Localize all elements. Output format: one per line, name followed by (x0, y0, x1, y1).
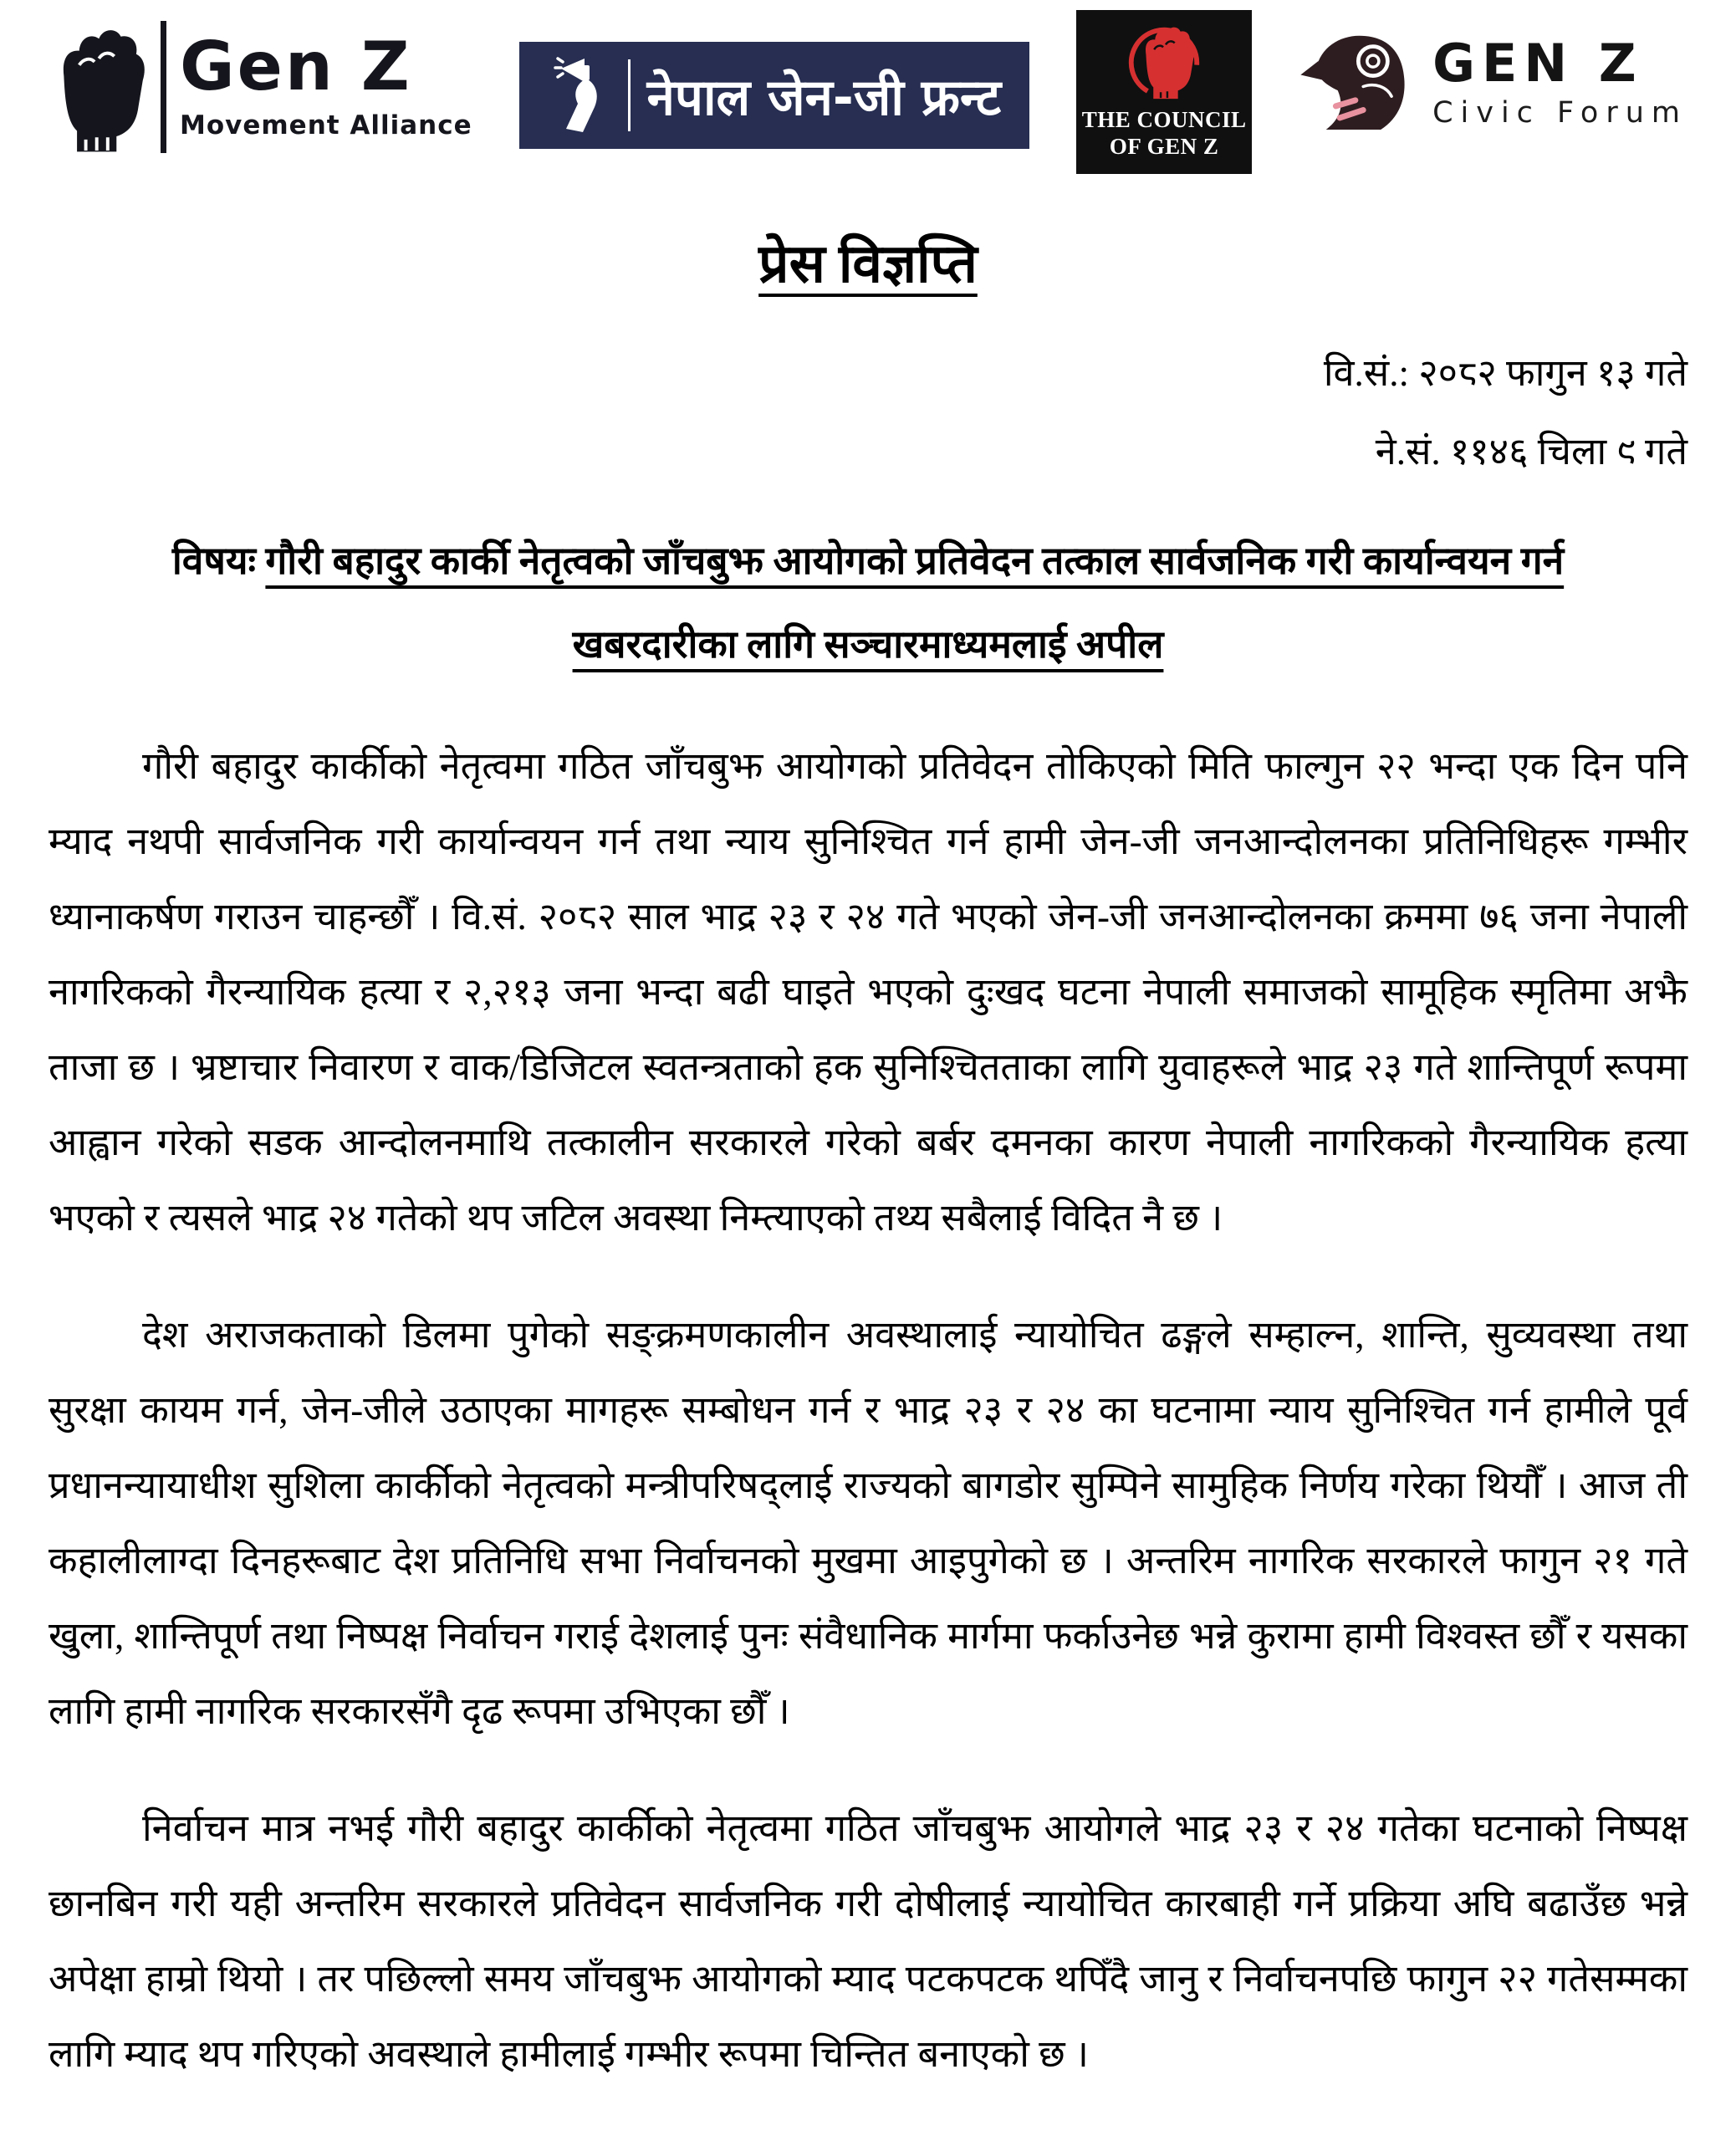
subject-line-1 (49, 519, 1687, 603)
megaphone-hand-icon (548, 55, 611, 135)
paragraph-1: गौरी बहादुर कार्कीको नेतृत्वमा गठित जाँचबुझ आयोगको प्रतिवेदन तोकिएको मिति फाल्गुन २२ भन्दा एक दिन पनि म्याद नथपी सार्वजनिक गरी कार्यान्वयन गर्न तथा न्याय सुनिश्चित गर्न हामी जेन-जी जनआन्दोलनका प्रतिनिधिहरू गम्भीर ध्यानाकर्षण गराउन चाहन्छौँ । वि.सं. २०८२ साल भाद्र २३ र २४ गते भएको जेन-जी जनआन्दोलनका क्रममा ७६ जना नेपाली नागरिकको गैरन्यायिक हत्या र २,२१३ जना भन्दा बढी घाइते भएको दुःखद घटना नेपाली समाजको सामूहिक स्मृतिमा अझै ताजा छ । भ्रष्टाचार निवारण र वाक/डिजिटल स्वतन्त्रताको हक सुनिश्चितताका लागि युवाहरूले भाद्र २३ गते शान्तिपूर्ण रूपमा आह्वान गरेको सडक आन्दोलनमाथि तत्कालीन सरकारले गरेको बर्बर दमनका कारण नेपाली नागरिकको गैरन्यायिक हत्या भएको र त्यसले भाद्र २४ गतेको थप जटिल अवस्था निम्त्याएको तथ्य सबैलाई विदित नै छ । (49, 744, 1687, 1239)
front-wordmark: नेपाल जेन-जी फ्रन्ट (646, 69, 1002, 127)
logo-genz-movement-alliance (49, 10, 472, 157)
council-line1: THE COUNCIL (1081, 107, 1247, 132)
council-line2: OF GEN Z (1109, 133, 1219, 159)
paragraph-2: देश अराजकताको डिलमा पुगेको सङ्क्रमणकालीन अवस्थालाई न्यायोचित ढङ्गले सम्हाल्न, शान्ति, सुव्यवस्था तथा सुरक्षा कायम गर्न, जेन-जीले उठाएका मागहरू सम्बोधन गर्न र भाद्र २३ र २४ का घटनामा न्याय सुनिश्चित गर्न हामीले पूर्व प्रधानन्यायाधीश सुशिला कार्कीको नेतृत्वको मन्त्रीपरिषद्लाई राज्यको बागडोर सुम्पिने सामुहिक निर्णय गरेका थियौँ । आज ती कहालीलाग्दा दिनहरूबाट देश प्रतिनिधि सभा निर्वाचनको मुखमा आइपुगेको छ । अन्तरिम नागरिक सरकारले फागुन २१ गते खुला, शान्तिपूर्ण तथा निष्पक्ष निर्वाचन गराई देशलाई पुनः संवैधानिक मार्गमा फर्काउनेछ भन्ने कुरामा हामी विश्वस्त छौँ र यसका लागि हामी नागरिक सरकारसँगै दृढ रूपमा उभिएका छौँ । (49, 1313, 1687, 1732)
logo-header (49, 10, 1687, 181)
body-text (49, 728, 1687, 2092)
fist-icon (49, 17, 147, 157)
subject-line-2 (49, 603, 1687, 687)
civic-subtitle: Civic Forum (1432, 96, 1687, 130)
crow-icon (1299, 20, 1426, 147)
page-title: प्रेस विज्ञप्ति (758, 234, 978, 294)
logo-divider (628, 59, 631, 131)
gma-title: Gen Z (180, 28, 412, 105)
civic-wordmark (1432, 33, 1687, 130)
subject-prefix: विषयः (171, 539, 256, 582)
gma-subtitle: Movement Alliance (180, 110, 472, 141)
paragraph-3: निर्वाचन मात्र नभई गौरी बहादुर कार्कीको नेतृत्वमा गठित जाँचबुझ आयोगले भाद्र २३ र २४ गतेका घटनाको निष्पक्ष छानबिन गरी यही अन्तरिम सरकारले प्रतिवेदन सार्वजनिक गरी दोषीलाई न्यायोचित कारबाही गर्ने प्रक्रिया अघि बढाउँछ भन्ने अपेक्षा हाम्रो थियो । तर पछिल्लो समय जाँचबुझ आयोगको म्याद पटकपटक थपिँदै जानु र निर्वाचनपछि फागुन २२ गतेसम्मका लागि म्याद थप गरिएको अवस्थाले हामीलाई गम्भीर रूपमा चिन्तित बनाएको छ । (49, 1806, 1687, 2075)
logo-divider (161, 21, 166, 153)
date-block (49, 334, 1687, 491)
logo-nepal-genz-front (519, 42, 1030, 149)
gma-wordmark (180, 28, 472, 141)
date-nepal-sambat: ने.सं. ११४६ चिला ९ गते (1375, 430, 1687, 473)
logo-genz-civic-forum (1299, 10, 1687, 147)
subject-text-1: गौरी बहादुर कार्की नेतृत्वको जाँचबुझ आयोगको प्रतिवेदन तत्काल सार्वजनिक गरी कार्यान्वयन गर्न (265, 539, 1565, 582)
council-wordmark (1082, 107, 1247, 161)
subject-block (49, 519, 1687, 687)
date-bikram-sambat: वि.सं.: २०८२ फागुन १३ गते (1323, 351, 1687, 394)
subject-text-2: खबरदारीका लागि सञ्चारमाध्यमलाई अपील (572, 622, 1164, 666)
logo-council-of-genz (1076, 10, 1252, 174)
civic-title: GEN Z (1432, 33, 1643, 94)
red-fist-icon (1124, 18, 1204, 104)
